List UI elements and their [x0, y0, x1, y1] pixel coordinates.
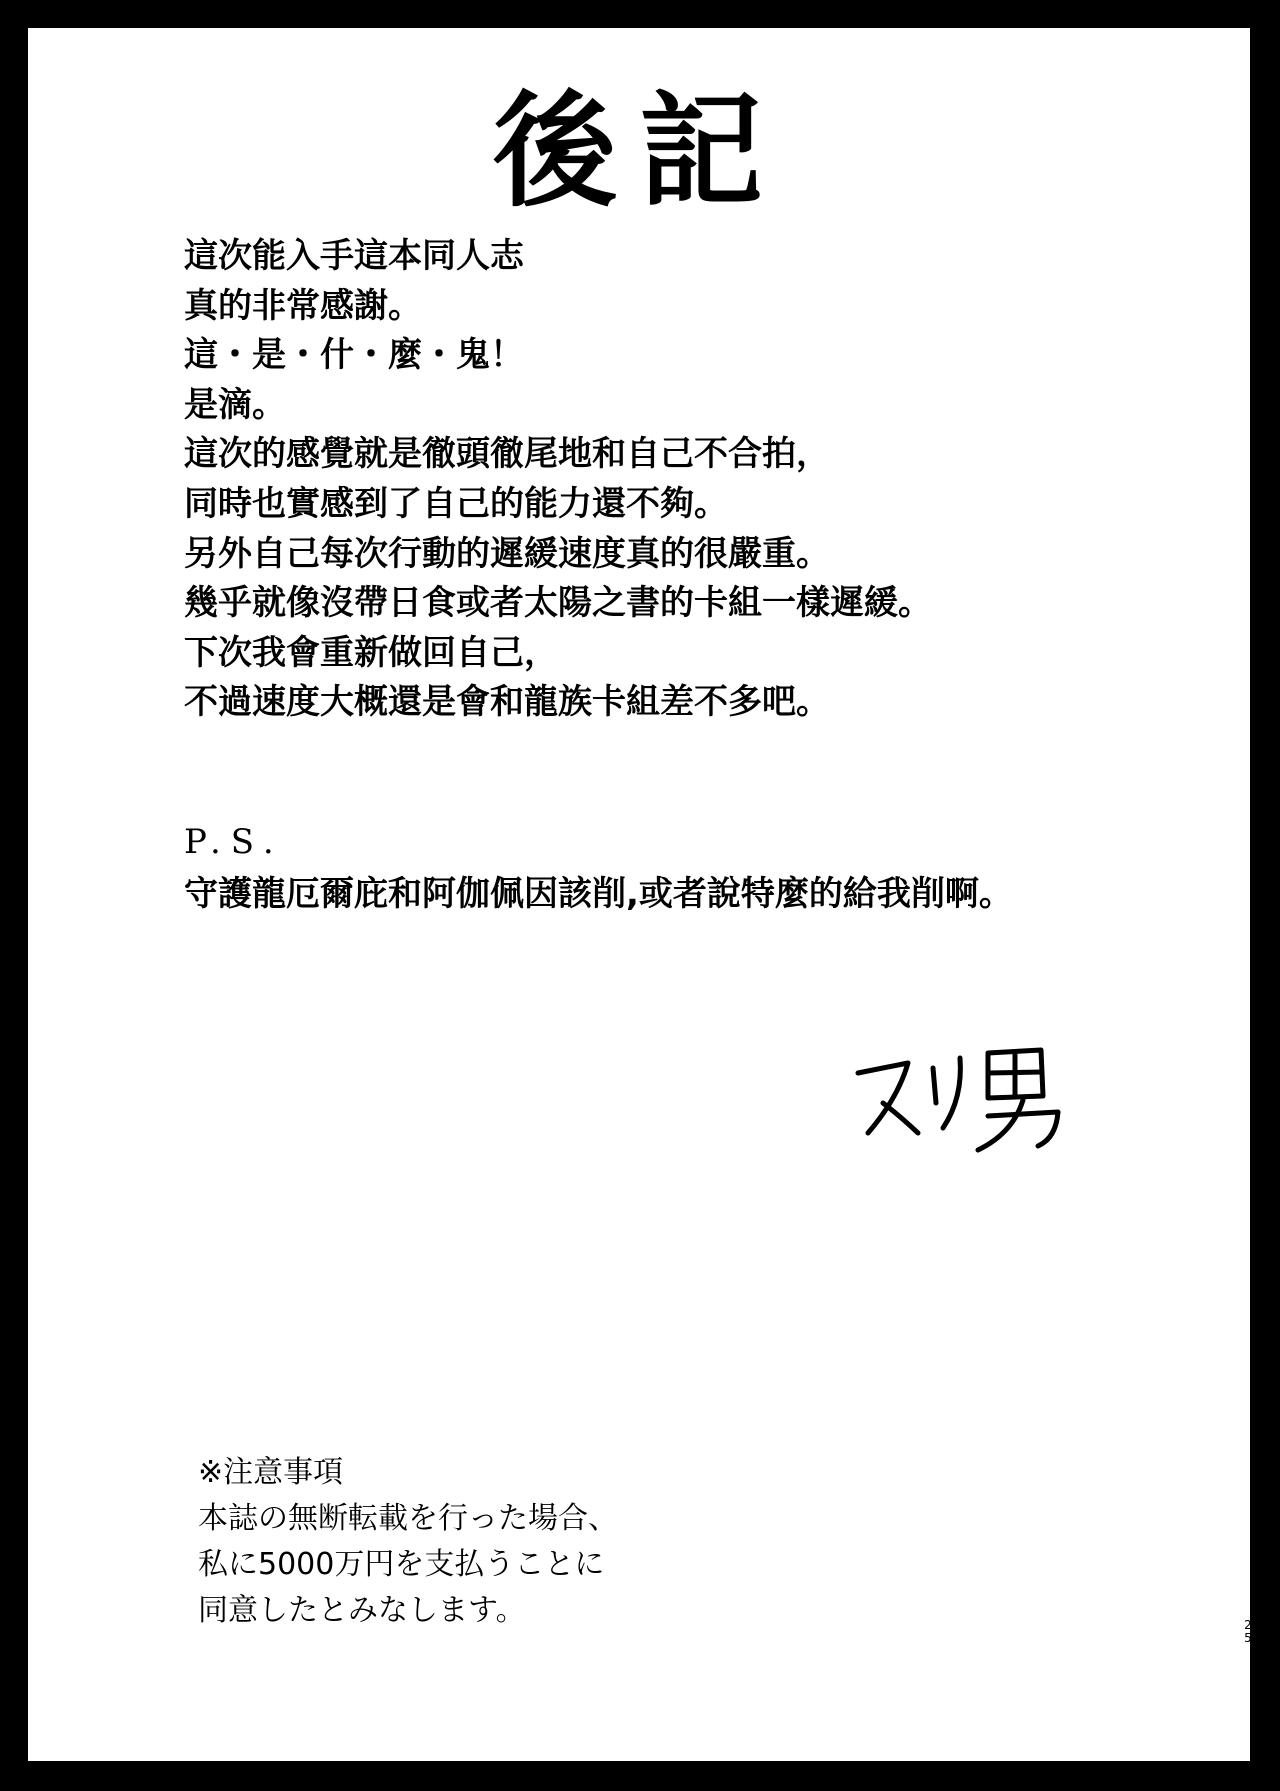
- postscript: [184, 816, 1013, 920]
- page-number-digit: 5: [1244, 1631, 1252, 1645]
- body-line: 這・是・什・麼・鬼！: [184, 335, 524, 376]
- notice-block: [198, 1450, 618, 1634]
- body-line: 同時也實感到了自己的能力還不夠。: [184, 483, 728, 524]
- afterword-body: [184, 232, 932, 728]
- body-line: 真的非常感謝。: [184, 285, 422, 326]
- page: [28, 28, 1250, 1761]
- body-line: 另外自己每次行動的遲緩速度真的很嚴重。: [184, 533, 830, 574]
- notice-heading: ※注意事項: [198, 1455, 344, 1490]
- body-line: 幾乎就像沒帶日食或者太陽之書的卡組一樣遲緩。: [184, 583, 932, 624]
- notice-line: 本誌の無断転載を行った場合、: [198, 1501, 618, 1536]
- notice-line: 私に5000万円を支払うことに: [198, 1547, 605, 1582]
- body-line: 不過速度大概還是會和龍族卡組差不多吧。: [184, 682, 830, 723]
- ps-text: 守護龍厄爾庇和阿伽佩因該削,或者說特麼的給我削啊。: [184, 874, 1013, 914]
- ps-label: P.S.: [184, 822, 284, 862]
- notice-line: 同意したとみなします。: [198, 1593, 526, 1628]
- body-line: 這次能入手這本同人志: [184, 236, 524, 276]
- body-line: 是滴。: [184, 384, 286, 425]
- body-line: 這次的感覺就是徹頭徹尾地和自己不合拍，: [184, 434, 830, 475]
- page-number-digit: 2: [1244, 1618, 1252, 1632]
- page-title: 後記: [492, 79, 785, 224]
- page-number: [1241, 1619, 1255, 1645]
- body-line: 下次我會重新做回自己，: [184, 632, 558, 673]
- handwritten-signature: [838, 1028, 1098, 1158]
